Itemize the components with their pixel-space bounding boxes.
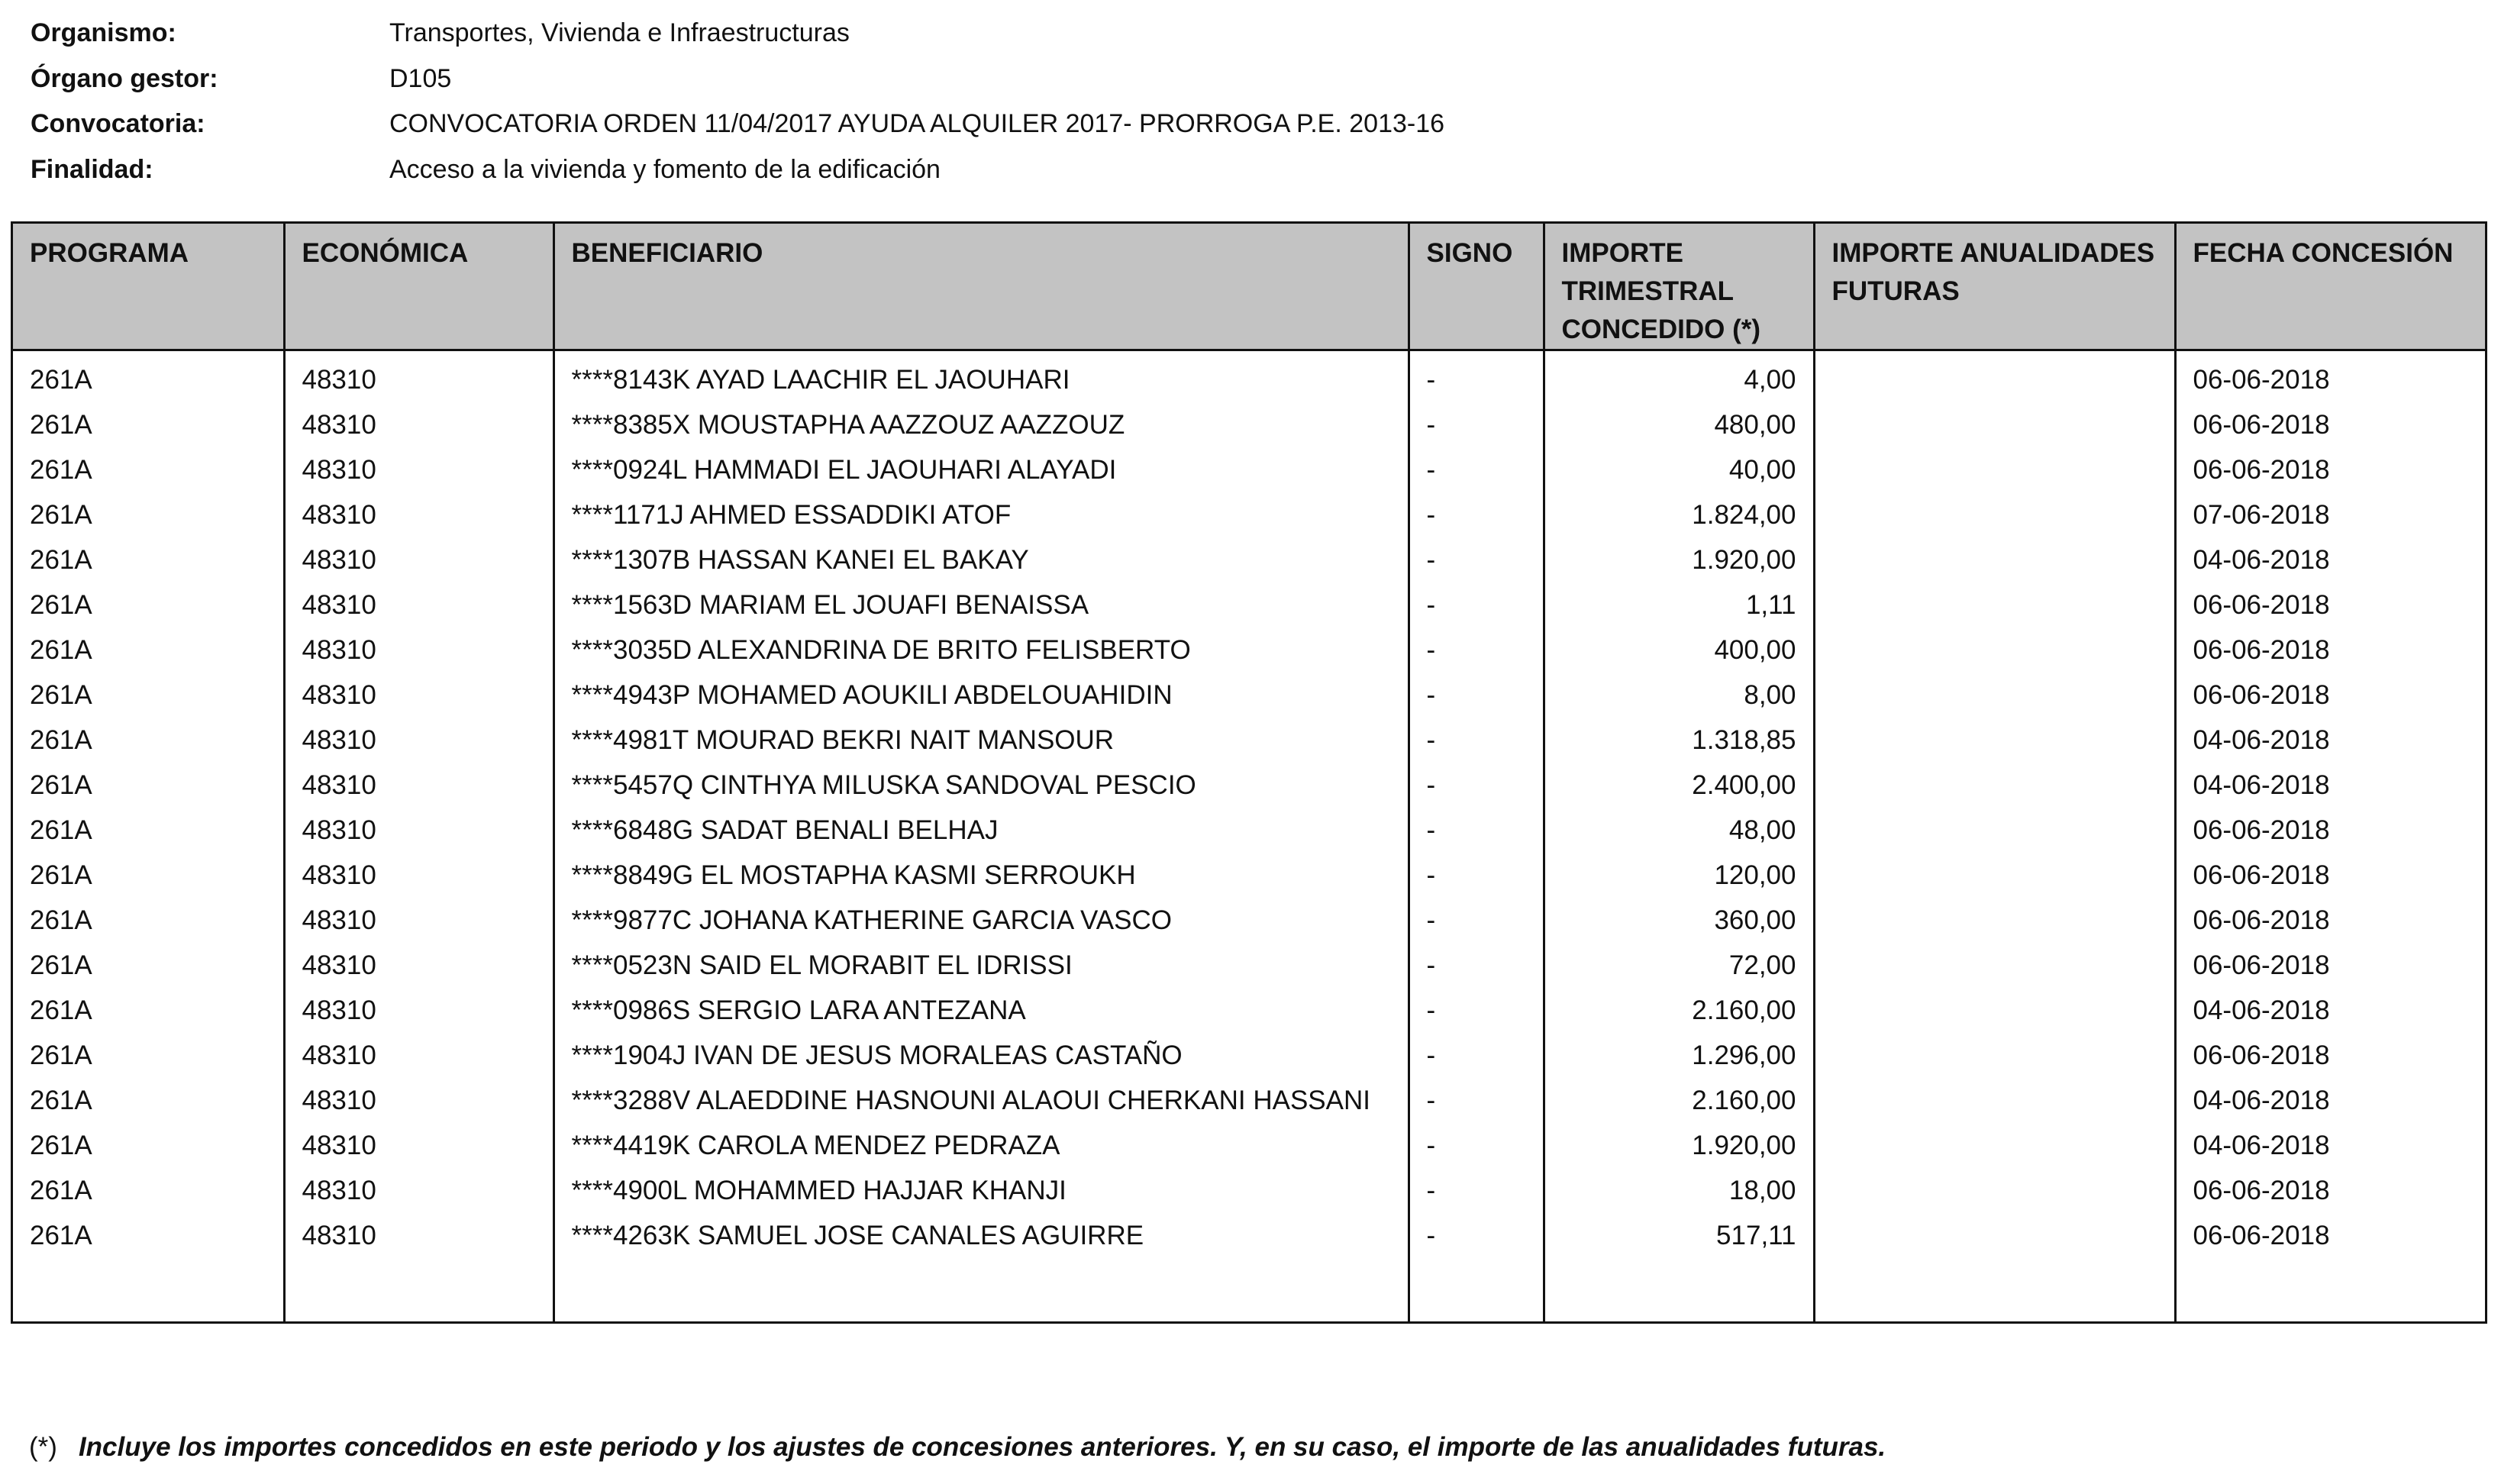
cell-beneficiario: ****0523N SAID EL MORABIT EL IDRISSI bbox=[553, 943, 1409, 988]
finalidad-label: Finalidad: bbox=[31, 154, 153, 184]
table-row bbox=[13, 673, 2485, 718]
cell-economica: 48310 bbox=[284, 537, 553, 582]
cell-programa: 261A bbox=[13, 808, 284, 853]
cell-signo: - bbox=[1409, 763, 1544, 808]
cell-programa: 261A bbox=[13, 988, 284, 1033]
cell-programa: 261A bbox=[13, 898, 284, 943]
cell-fecha-concesion: 06-06-2018 bbox=[2193, 860, 2330, 890]
cell-importe-anualidades bbox=[1814, 537, 2175, 582]
table-row bbox=[13, 1078, 2485, 1123]
cell-programa: 261A bbox=[13, 537, 284, 582]
column-header-importe-trimestral: IMPORTE TRIMESTRAL CONCEDIDO (*) bbox=[1544, 224, 1814, 350]
cell-fecha-concesion: 06-06-2018 bbox=[2193, 590, 2330, 620]
cell-fecha-concesion: 06-06-2018 bbox=[2193, 815, 2330, 845]
organo-gestor-row bbox=[31, 56, 1444, 102]
cell-importe-trimestral: 1,11 bbox=[1544, 582, 1814, 627]
cell-importe-trimestral: 2.400,00 bbox=[1544, 763, 1814, 808]
cell-economica: 48310 bbox=[284, 808, 553, 853]
cell-importe-anualidades bbox=[1814, 808, 2175, 853]
cell-importe-trimestral: 120,00 bbox=[1544, 853, 1814, 898]
filler-cell bbox=[1409, 1258, 1544, 1324]
cell-importe-trimestral: 400,00 bbox=[1544, 627, 1814, 673]
column-header-importe-anualidades: IMPORTE ANUALIDADES FUTURAS bbox=[1814, 224, 2175, 350]
column-header-fecha-concesion: FECHA CONCESIÓN bbox=[2175, 224, 2485, 350]
cell-importe-trimestral: 1.920,00 bbox=[1544, 1123, 1814, 1168]
cell-fecha-concesion: 06-06-2018 bbox=[2193, 635, 2330, 665]
cell-beneficiario: ****6848G SADAT BENALI BELHAJ bbox=[553, 808, 1409, 853]
cell-importe-trimestral: 1.920,00 bbox=[1544, 537, 1814, 582]
cell-importe-trimestral: 1.318,85 bbox=[1544, 718, 1814, 763]
cell-programa: 261A bbox=[13, 1078, 284, 1123]
cell-signo: - bbox=[1409, 627, 1544, 673]
cell-economica: 48310 bbox=[284, 898, 553, 943]
cell-programa: 261A bbox=[13, 1213, 284, 1258]
cell-programa: 261A bbox=[13, 853, 284, 898]
organismo-label: Organismo: bbox=[31, 18, 176, 48]
cell-economica: 48310 bbox=[284, 673, 553, 718]
filler-cell bbox=[2175, 1258, 2485, 1324]
cell-economica: 48310 bbox=[284, 402, 553, 447]
organo-gestor-value: D105 bbox=[389, 63, 452, 93]
cell-economica: 48310 bbox=[284, 582, 553, 627]
convocatoria-row bbox=[31, 102, 1444, 147]
table-row bbox=[13, 582, 2485, 627]
organo-gestor-label: Órgano gestor: bbox=[31, 63, 218, 93]
cell-beneficiario: ****9877C JOHANA KATHERINE GARCIA VASCO bbox=[553, 898, 1409, 943]
filler-cell bbox=[1544, 1258, 1814, 1324]
cell-importe-trimestral: 517,11 bbox=[1544, 1213, 1814, 1258]
table-row bbox=[13, 350, 2485, 403]
cell-importe-trimestral: 480,00 bbox=[1544, 402, 1814, 447]
cell-economica: 48310 bbox=[284, 853, 553, 898]
cell-economica: 48310 bbox=[284, 1078, 553, 1123]
organismo-row bbox=[31, 11, 1444, 56]
cell-signo: - bbox=[1409, 1033, 1544, 1078]
cell-fecha-concesion: 06-06-2018 bbox=[2193, 905, 2330, 935]
cell-beneficiario: ****3288V ALAEDDINE HASNOUNI ALAOUI CHERKANI HASSANI bbox=[553, 1078, 1409, 1123]
table-row bbox=[13, 1168, 2485, 1213]
cell-programa: 261A bbox=[13, 492, 284, 537]
cell-fecha-concesion: 04-06-2018 bbox=[2193, 545, 2330, 575]
cell-fecha-concesion: 06-06-2018 bbox=[2193, 1040, 2330, 1070]
cell-fecha-concesion: 06-06-2018 bbox=[2193, 950, 2330, 980]
cell-signo: - bbox=[1409, 537, 1544, 582]
cell-signo: - bbox=[1409, 582, 1544, 627]
cell-importe-trimestral: 48,00 bbox=[1544, 808, 1814, 853]
cell-programa: 261A bbox=[13, 627, 284, 673]
cell-economica: 48310 bbox=[284, 492, 553, 537]
filler-cell bbox=[13, 1258, 284, 1324]
table-row bbox=[13, 943, 2485, 988]
cell-importe-anualidades bbox=[1814, 718, 2175, 763]
table-row bbox=[13, 898, 2485, 943]
cell-importe-anualidades bbox=[1814, 1033, 2175, 1078]
cell-fecha-concesion: 04-06-2018 bbox=[2193, 770, 2330, 800]
finalidad-value: Acceso a la vivienda y fomento de la edificación bbox=[389, 154, 941, 184]
cell-beneficiario: ****1171J AHMED ESSADDIKI ATOF bbox=[553, 492, 1409, 537]
cell-fecha-concesion: 04-06-2018 bbox=[2193, 1086, 2330, 1115]
cell-importe-anualidades bbox=[1814, 402, 2175, 447]
cell-signo: - bbox=[1409, 718, 1544, 763]
cell-fecha-concesion: 06-06-2018 bbox=[2193, 1221, 2330, 1250]
cell-programa: 261A bbox=[13, 673, 284, 718]
cell-economica: 48310 bbox=[284, 1168, 553, 1213]
cell-economica: 48310 bbox=[284, 943, 553, 988]
cell-economica: 48310 bbox=[284, 1033, 553, 1078]
cell-importe-anualidades bbox=[1814, 447, 2175, 492]
cell-beneficiario: ****8849G EL MOSTAPHA KASMI SERROUKH bbox=[553, 853, 1409, 898]
cell-signo: - bbox=[1409, 350, 1544, 403]
cell-signo: - bbox=[1409, 1123, 1544, 1168]
table-header-row bbox=[13, 224, 2485, 350]
cell-beneficiario: ****4943P MOHAMED AOUKILI ABDELOUAHIDIN bbox=[553, 673, 1409, 718]
organismo-value: Transportes, Vivienda e Infraestructuras bbox=[389, 18, 850, 48]
table-row bbox=[13, 537, 2485, 582]
cell-fecha-concesion: 07-06-2018 bbox=[2193, 500, 2330, 530]
cell-importe-anualidades bbox=[1814, 1078, 2175, 1123]
cell-signo: - bbox=[1409, 1078, 1544, 1123]
cell-beneficiario: ****1563D MARIAM EL JOUAFI BENAISSA bbox=[553, 582, 1409, 627]
cell-importe-trimestral: 2.160,00 bbox=[1544, 1078, 1814, 1123]
convocatoria-value: CONVOCATORIA ORDEN 11/04/2017 AYUDA ALQUILER 2017- PRORROGA P.E. 2013-16 bbox=[389, 109, 1445, 139]
cell-importe-anualidades bbox=[1814, 853, 2175, 898]
cell-economica: 48310 bbox=[284, 447, 553, 492]
filler-cell bbox=[553, 1258, 1409, 1324]
cell-economica: 48310 bbox=[284, 1123, 553, 1168]
cell-beneficiario: ****3035D ALEXANDRINA DE BRITO FELISBERTO bbox=[553, 627, 1409, 673]
filler-cell bbox=[284, 1258, 553, 1324]
cell-fecha-concesion: 06-06-2018 bbox=[2193, 455, 2330, 485]
cell-programa: 261A bbox=[13, 1033, 284, 1078]
cell-importe-anualidades bbox=[1814, 673, 2175, 718]
cell-beneficiario: ****8385X MOUSTAPHA AAZZOUZ AAZZOUZ bbox=[553, 402, 1409, 447]
cell-programa: 261A bbox=[13, 1123, 284, 1168]
table-filler-row bbox=[13, 1258, 2485, 1324]
cell-signo: - bbox=[1409, 673, 1544, 718]
cell-fecha-concesion: 04-06-2018 bbox=[2193, 725, 2330, 755]
cell-importe-trimestral: 8,00 bbox=[1544, 673, 1814, 718]
cell-importe-trimestral: 1.296,00 bbox=[1544, 1033, 1814, 1078]
cell-importe-anualidades bbox=[1814, 898, 2175, 943]
table-row bbox=[13, 1123, 2485, 1168]
cell-fecha-concesion: 06-06-2018 bbox=[2193, 365, 2330, 395]
table-row bbox=[13, 853, 2485, 898]
cell-signo: - bbox=[1409, 898, 1544, 943]
cell-economica: 48310 bbox=[284, 627, 553, 673]
cell-importe-anualidades bbox=[1814, 350, 2175, 403]
cell-importe-anualidades bbox=[1814, 492, 2175, 537]
cell-economica: 48310 bbox=[284, 718, 553, 763]
convocatoria-label: Convocatoria: bbox=[31, 109, 205, 139]
cell-importe-trimestral: 72,00 bbox=[1544, 943, 1814, 988]
footnote-text: Incluye los importes concedidos en este periodo y los ajustes de concesiones anteriores. Y, en su caso, el importe de las anualidades futuras. bbox=[78, 1432, 1886, 1462]
cell-importe-trimestral: 360,00 bbox=[1544, 898, 1814, 943]
cell-signo: - bbox=[1409, 1213, 1544, 1258]
filler-cell bbox=[1814, 1258, 2175, 1324]
cell-signo: - bbox=[1409, 853, 1544, 898]
table-row bbox=[13, 627, 2485, 673]
finalidad-row bbox=[31, 147, 1444, 193]
document-header bbox=[31, 11, 1444, 192]
cell-beneficiario: ****5457Q CINTHYA MILUSKA SANDOVAL PESCIO bbox=[553, 763, 1409, 808]
cell-beneficiario: ****4900L MOHAMMED HAJJAR KHANJI bbox=[553, 1168, 1409, 1213]
cell-importe-anualidades bbox=[1814, 1168, 2175, 1213]
cell-fecha-concesion: 06-06-2018 bbox=[2193, 680, 2330, 710]
cell-economica: 48310 bbox=[284, 763, 553, 808]
cell-programa: 261A bbox=[13, 402, 284, 447]
column-header-programa: PROGRAMA bbox=[13, 224, 284, 350]
cell-programa: 261A bbox=[13, 447, 284, 492]
cell-signo: - bbox=[1409, 402, 1544, 447]
cell-importe-trimestral: 2.160,00 bbox=[1544, 988, 1814, 1033]
table-row bbox=[13, 492, 2485, 537]
cell-fecha-concesion: 04-06-2018 bbox=[2193, 995, 2330, 1025]
cell-beneficiario: ****4981T MOURAD BEKRI NAIT MANSOUR bbox=[553, 718, 1409, 763]
cell-importe-anualidades bbox=[1814, 943, 2175, 988]
cell-fecha-concesion: 06-06-2018 bbox=[2193, 1176, 2330, 1205]
cell-importe-anualidades bbox=[1814, 988, 2175, 1033]
cell-signo: - bbox=[1409, 447, 1544, 492]
cell-importe-trimestral: 4,00 bbox=[1544, 350, 1814, 403]
cell-beneficiario: ****8143K AYAD LAACHIR EL JAOUHARI bbox=[553, 350, 1409, 403]
table-row bbox=[13, 718, 2485, 763]
cell-beneficiario: ****1904J IVAN DE JESUS MORALEAS CASTAÑO bbox=[553, 1033, 1409, 1078]
footnote-mark: (*) bbox=[29, 1432, 57, 1462]
table-row bbox=[13, 988, 2485, 1033]
cell-importe-trimestral: 1.824,00 bbox=[1544, 492, 1814, 537]
cell-importe-anualidades bbox=[1814, 1213, 2175, 1258]
footnote bbox=[29, 1432, 1886, 1463]
table-row bbox=[13, 1033, 2485, 1078]
cell-economica: 48310 bbox=[284, 1213, 553, 1258]
cell-signo: - bbox=[1409, 988, 1544, 1033]
column-header-beneficiario: BENEFICIARIO bbox=[553, 224, 1409, 350]
cell-importe-trimestral: 40,00 bbox=[1544, 447, 1814, 492]
cell-economica: 48310 bbox=[284, 988, 553, 1033]
cell-economica: 48310 bbox=[284, 350, 553, 403]
cell-importe-anualidades bbox=[1814, 582, 2175, 627]
cell-programa: 261A bbox=[13, 943, 284, 988]
concessions-table bbox=[11, 221, 2487, 1324]
cell-programa: 261A bbox=[13, 582, 284, 627]
cell-signo: - bbox=[1409, 808, 1544, 853]
cell-beneficiario: ****0986S SERGIO LARA ANTEZANA bbox=[553, 988, 1409, 1033]
cell-beneficiario: ****4263K SAMUEL JOSE CANALES AGUIRRE bbox=[553, 1213, 1409, 1258]
cell-programa: 261A bbox=[13, 718, 284, 763]
cell-programa: 261A bbox=[13, 350, 284, 403]
cell-importe-anualidades bbox=[1814, 1123, 2175, 1168]
table-row bbox=[13, 1213, 2485, 1258]
column-header-signo: SIGNO bbox=[1409, 224, 1544, 350]
cell-importe-anualidades bbox=[1814, 763, 2175, 808]
cell-programa: 261A bbox=[13, 763, 284, 808]
table-row bbox=[13, 808, 2485, 853]
table-row bbox=[13, 763, 2485, 808]
cell-beneficiario: ****4419K CAROLA MENDEZ PEDRAZA bbox=[553, 1123, 1409, 1168]
table-row bbox=[13, 447, 2485, 492]
table-row bbox=[13, 402, 2485, 447]
cell-signo: - bbox=[1409, 943, 1544, 988]
cell-signo: - bbox=[1409, 1168, 1544, 1213]
cell-importe-anualidades bbox=[1814, 627, 2175, 673]
cell-importe-trimestral: 18,00 bbox=[1544, 1168, 1814, 1213]
cell-programa: 261A bbox=[13, 1168, 284, 1213]
column-header-economica: ECONÓMICA bbox=[284, 224, 553, 350]
cell-beneficiario: ****0924L HAMMADI EL JAOUHARI ALAYADI bbox=[553, 447, 1409, 492]
cell-signo: - bbox=[1409, 492, 1544, 537]
cell-fecha-concesion: 06-06-2018 bbox=[2193, 410, 2330, 440]
cell-beneficiario: ****1307B HASSAN KANEI EL BAKAY bbox=[553, 537, 1409, 582]
cell-fecha-concesion: 04-06-2018 bbox=[2193, 1131, 2330, 1160]
